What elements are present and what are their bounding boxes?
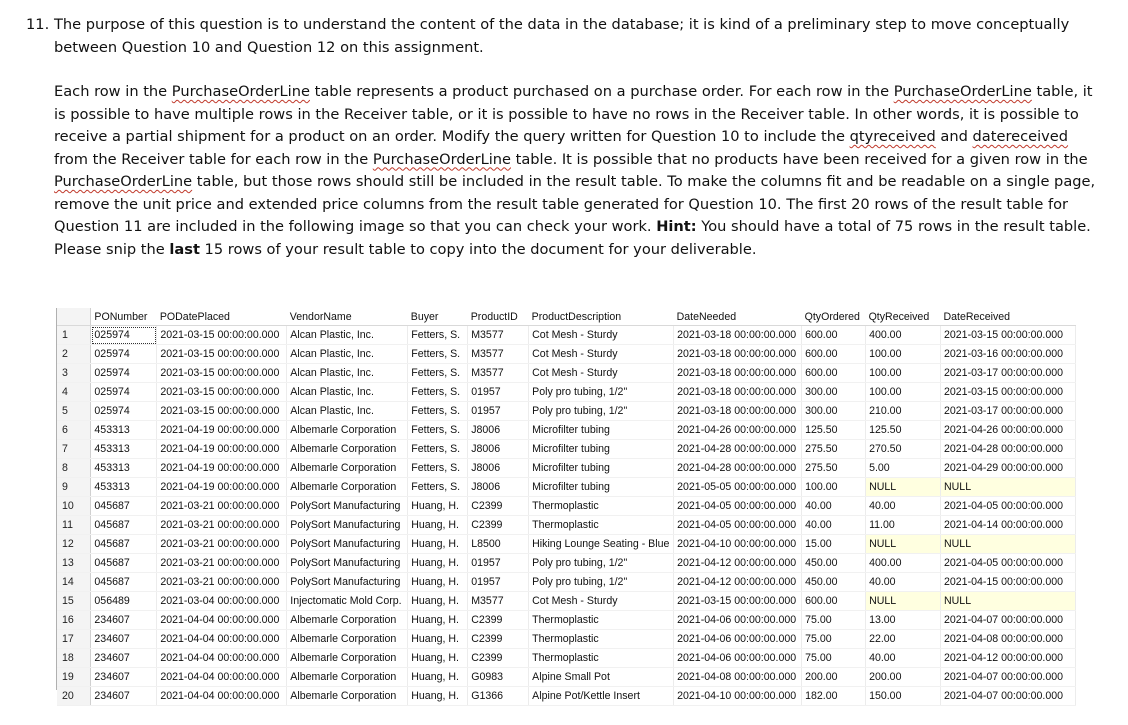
table-cell[interactable]: 150.00 — [866, 687, 941, 706]
table-cell[interactable]: Albemarle Corporation — [287, 459, 408, 478]
table-cell[interactable]: NULL — [866, 592, 941, 611]
column-name-datereceived: datereceived — [972, 128, 1069, 145]
table-row[interactable] — [57, 364, 1076, 383]
table-cell[interactable]: 100.00 — [866, 364, 941, 383]
table-cell[interactable]: 2021-04-15 00:00:00.000 — [941, 573, 1076, 592]
table-cell[interactable]: Microfilter tubing — [529, 440, 674, 459]
table-cell[interactable]: 2021-04-12 00:00:00.000 — [674, 554, 802, 573]
table-cell[interactable]: 2021-03-15 00:00:00.000 — [941, 383, 1076, 402]
grid-body — [57, 326, 1076, 706]
table-cell[interactable]: M3577 — [468, 364, 529, 383]
table-cell[interactable]: 045687 — [91, 516, 157, 535]
table-cell[interactable]: 11.00 — [866, 516, 941, 535]
table-cell[interactable]: 22.00 — [866, 630, 941, 649]
row-number[interactable]: 18 — [57, 649, 91, 668]
table-name-purchaseorderline: PurchaseOrderLine — [54, 173, 193, 190]
table-cell[interactable]: Thermoplastic — [529, 630, 674, 649]
table-cell[interactable]: Huang, H. — [408, 611, 468, 630]
table-cell[interactable]: Huang, H. — [408, 687, 468, 706]
table-cell[interactable]: C2399 — [468, 497, 529, 516]
table-cell[interactable]: Huang, H. — [408, 535, 468, 554]
table-name-purchaseorderline: PurchaseOrderLine — [893, 83, 1032, 100]
table-cell[interactable]: Huang, H. — [408, 554, 468, 573]
row-number[interactable]: 1 — [57, 326, 91, 345]
row-number[interactable]: 9 — [57, 478, 91, 497]
table-cell[interactable]: 2021-04-07 00:00:00.000 — [941, 687, 1076, 706]
row-number[interactable]: 10 — [57, 497, 91, 516]
row-number[interactable]: 3 — [57, 364, 91, 383]
table-cell[interactable]: PolySort Manufacturing — [287, 535, 408, 554]
table-row[interactable] — [57, 573, 1076, 592]
table-cell[interactable]: 2021-03-04 00:00:00.000 — [157, 592, 287, 611]
table-row[interactable] — [57, 668, 1076, 687]
table-cell[interactable]: Albemarle Corporation — [287, 687, 408, 706]
row-number[interactable]: 7 — [57, 440, 91, 459]
table-cell[interactable]: Huang, H. — [408, 592, 468, 611]
table-cell[interactable]: 13.00 — [866, 611, 941, 630]
table-cell[interactable]: 2021-05-05 00:00:00.000 — [674, 478, 802, 497]
column-header[interactable]: ProductDescription — [529, 308, 674, 326]
table-cell[interactable]: 453313 — [91, 459, 157, 478]
table-cell[interactable]: 2021-04-08 00:00:00.000 — [674, 668, 802, 687]
table-cell[interactable]: 2021-04-19 00:00:00.000 — [157, 421, 287, 440]
table-cell[interactable]: Poly pro tubing, 1/2" — [529, 402, 674, 421]
table-cell[interactable]: 025974 — [91, 345, 157, 364]
table-cell[interactable]: Fetters, S. — [408, 402, 468, 421]
question-header — [26, 14, 1106, 59]
column-header[interactable]: QtyOrdered — [802, 308, 866, 326]
table-cell[interactable]: 75.00 — [802, 611, 866, 630]
table-cell[interactable]: 40.00 — [802, 497, 866, 516]
column-header[interactable]: Buyer — [408, 308, 468, 326]
table-cell[interactable]: 2021-04-19 00:00:00.000 — [157, 440, 287, 459]
table-cell[interactable]: 75.00 — [802, 649, 866, 668]
table-row[interactable] — [57, 497, 1076, 516]
table-cell[interactable]: Injectomatic Mold Corp. — [287, 592, 408, 611]
table-cell[interactable]: Alcan Plastic, Inc. — [287, 326, 408, 345]
table-cell[interactable]: 600.00 — [802, 326, 866, 345]
row-number[interactable]: 2 — [57, 345, 91, 364]
table-cell[interactable]: Cot Mesh - Sturdy — [529, 592, 674, 611]
table-cell[interactable]: 2021-03-21 00:00:00.000 — [157, 554, 287, 573]
table-cell[interactable]: 2021-04-26 00:00:00.000 — [941, 421, 1076, 440]
table-cell[interactable]: NULL — [941, 535, 1076, 554]
table-cell[interactable]: 045687 — [91, 554, 157, 573]
table-cell[interactable]: J8006 — [468, 421, 529, 440]
table-cell[interactable]: 2021-04-04 00:00:00.000 — [157, 611, 287, 630]
table-cell[interactable]: 2021-03-15 00:00:00.000 — [674, 592, 802, 611]
column-header[interactable]: PONumber — [91, 308, 157, 326]
table-cell[interactable]: C2399 — [468, 516, 529, 535]
row-number[interactable]: 4 — [57, 383, 91, 402]
table-cell[interactable]: M3577 — [468, 326, 529, 345]
table-cell[interactable]: 182.00 — [802, 687, 866, 706]
table-cell[interactable]: 2021-03-15 00:00:00.000 — [157, 326, 287, 345]
table-cell[interactable]: Fetters, S. — [408, 440, 468, 459]
table-cell[interactable]: Fetters, S. — [408, 421, 468, 440]
table-cell[interactable]: 2021-04-19 00:00:00.000 — [157, 478, 287, 497]
table-cell[interactable]: Albemarle Corporation — [287, 421, 408, 440]
table-cell[interactable]: 100.00 — [802, 478, 866, 497]
table-cell[interactable]: 2021-03-16 00:00:00.000 — [941, 345, 1076, 364]
table-cell[interactable]: Cot Mesh - Sturdy — [529, 364, 674, 383]
table-row[interactable] — [57, 402, 1076, 421]
text-run: Each row in the — [54, 83, 172, 100]
table-cell[interactable]: 2021-03-18 00:00:00.000 — [674, 345, 802, 364]
table-cell[interactable]: 2021-04-05 00:00:00.000 — [941, 554, 1076, 573]
table-cell[interactable]: 600.00 — [802, 345, 866, 364]
table-cell[interactable]: Hiking Lounge Seating - Blue — [529, 535, 674, 554]
table-cell[interactable]: 210.00 — [866, 402, 941, 421]
table-cell[interactable]: Albemarle Corporation — [287, 649, 408, 668]
row-number[interactable]: 20 — [57, 687, 91, 706]
table-cell[interactable]: 200.00 — [802, 668, 866, 687]
table-row[interactable] — [57, 516, 1076, 535]
table-cell[interactable]: 234607 — [91, 611, 157, 630]
table-cell[interactable]: 40.00 — [866, 649, 941, 668]
row-number[interactable]: 12 — [57, 535, 91, 554]
table-cell[interactable]: Poly pro tubing, 1/2" — [529, 554, 674, 573]
text-run: table, but those rows should still be included in the result table. To make the columns fit and be readable on a single page, remove the unit price and extended price columns from the result table generated for Question 10. The first 20 rows of the result table for Question 11 are included in the following image so that you can check your work. — [54, 173, 1096, 235]
table-row[interactable] — [57, 535, 1076, 554]
table-cell[interactable]: 2021-04-07 00:00:00.000 — [941, 668, 1076, 687]
table-cell[interactable]: 2021-04-28 00:00:00.000 — [674, 440, 802, 459]
table-cell[interactable]: Fetters, S. — [408, 478, 468, 497]
table-cell[interactable]: 2021-04-26 00:00:00.000 — [674, 421, 802, 440]
table-cell[interactable]: 2021-04-06 00:00:00.000 — [674, 611, 802, 630]
table-cell[interactable]: 045687 — [91, 573, 157, 592]
table-name-purchaseorderline: PurchaseOrderLine — [171, 83, 310, 100]
table-cell[interactable]: 045687 — [91, 497, 157, 516]
table-cell[interactable]: 2021-03-15 00:00:00.000 — [157, 364, 287, 383]
table-cell[interactable]: 275.50 — [802, 459, 866, 478]
table-cell[interactable]: 025974 — [91, 326, 157, 345]
text-run: from the Receiver table for each row in the — [54, 150, 373, 168]
table-cell[interactable]: 400.00 — [866, 326, 941, 345]
table-cell[interactable]: 2021-03-17 00:00:00.000 — [941, 402, 1076, 421]
table-cell[interactable]: 2021-04-29 00:00:00.000 — [941, 459, 1076, 478]
text-run: You should have a total of 75 rows in the result table. Please snip the — [54, 218, 1091, 258]
table-cell[interactable]: 125.50 — [866, 421, 941, 440]
table-cell[interactable]: C2399 — [468, 611, 529, 630]
table-row[interactable] — [57, 687, 1076, 706]
table-cell[interactable]: Huang, H. — [408, 497, 468, 516]
table-cell[interactable]: Fetters, S. — [408, 326, 468, 345]
table-cell[interactable]: 01957 — [468, 383, 529, 402]
table-cell[interactable]: Thermoplastic — [529, 497, 674, 516]
table-cell[interactable]: 2021-03-15 00:00:00.000 — [157, 402, 287, 421]
table-cell[interactable]: 2021-04-28 00:00:00.000 — [674, 459, 802, 478]
table-row[interactable] — [57, 630, 1076, 649]
column-header[interactable]: ProductID — [468, 308, 529, 326]
table-cell[interactable]: Alcan Plastic, Inc. — [287, 383, 408, 402]
table-cell[interactable]: Huang, H. — [408, 630, 468, 649]
table-cell[interactable]: NULL — [866, 535, 941, 554]
table-cell[interactable]: 2021-04-06 00:00:00.000 — [674, 649, 802, 668]
table-cell[interactable]: Cot Mesh - Sturdy — [529, 345, 674, 364]
table-cell[interactable]: Fetters, S. — [408, 345, 468, 364]
table-row[interactable] — [57, 421, 1076, 440]
row-number[interactable]: 5 — [57, 402, 91, 421]
table-cell[interactable]: 2021-04-19 00:00:00.000 — [157, 459, 287, 478]
text-run: 15 rows of your result table to copy into the document for your deliverable. — [199, 240, 757, 258]
table-cell[interactable]: 01957 — [468, 573, 529, 592]
table-cell[interactable]: C2399 — [468, 630, 529, 649]
table-cell[interactable]: Thermoplastic — [529, 649, 674, 668]
row-number[interactable]: 6 — [57, 421, 91, 440]
table-cell[interactable]: 100.00 — [866, 345, 941, 364]
results-table — [57, 308, 1076, 706]
table-cell[interactable]: 2021-04-06 00:00:00.000 — [674, 630, 802, 649]
table-cell[interactable]: 056489 — [91, 592, 157, 611]
table-cell[interactable]: NULL — [941, 592, 1076, 611]
results-grid — [56, 308, 1076, 702]
question-number: 11. — [26, 16, 50, 33]
table-cell[interactable]: 01957 — [468, 554, 529, 573]
table-row[interactable] — [57, 478, 1076, 497]
column-header[interactable]: DateReceived — [941, 308, 1076, 326]
table-cell[interactable]: PolySort Manufacturing — [287, 516, 408, 535]
table-cell[interactable]: C2399 — [468, 649, 529, 668]
text-run: table, it is possible to have multiple rows in the Receiver table, or it is possible to have no rows in the Receiver table. In other words, it is possible to receive a partial shipment for a product on an order. Modify the query written for Question 10 to include the — [54, 83, 1093, 145]
table-cell[interactable]: 234607 — [91, 687, 157, 706]
row-number[interactable]: 8 — [57, 459, 91, 478]
table-cell[interactable]: 5.00 — [866, 459, 941, 478]
table-cell[interactable]: M3577 — [468, 345, 529, 364]
table-cell[interactable]: 2021-04-05 00:00:00.000 — [674, 516, 802, 535]
text-run: and — [935, 128, 973, 145]
column-header[interactable]: PODatePlaced — [157, 308, 287, 326]
table-cell[interactable]: Huang, H. — [408, 573, 468, 592]
table-cell[interactable]: 2021-04-05 00:00:00.000 — [941, 497, 1076, 516]
table-cell[interactable]: 270.50 — [866, 440, 941, 459]
table-cell[interactable]: G1366 — [468, 687, 529, 706]
table-cell[interactable]: 450.00 — [802, 554, 866, 573]
row-number[interactable]: 19 — [57, 668, 91, 687]
table-cell[interactable]: 40.00 — [866, 573, 941, 592]
table-row[interactable] — [57, 554, 1076, 573]
table-cell[interactable]: Alcan Plastic, Inc. — [287, 345, 408, 364]
table-cell[interactable]: 2021-03-21 00:00:00.000 — [157, 573, 287, 592]
table-cell[interactable]: Microfilter tubing — [529, 421, 674, 440]
column-header[interactable]: VendorName — [287, 308, 408, 326]
table-cell[interactable]: 2021-04-12 00:00:00.000 — [674, 573, 802, 592]
table-cell[interactable]: 2021-04-04 00:00:00.000 — [157, 687, 287, 706]
table-name-purchaseorderline: PurchaseOrderLine — [372, 150, 511, 168]
table-cell[interactable]: L8500 — [468, 535, 529, 554]
table-row[interactable] — [57, 611, 1076, 630]
table-cell[interactable]: 600.00 — [802, 592, 866, 611]
table-cell[interactable]: J8006 — [468, 478, 529, 497]
table-cell[interactable]: Huang, H. — [408, 668, 468, 687]
table-cell[interactable]: 300.00 — [802, 383, 866, 402]
column-header[interactable]: QtyReceived — [866, 308, 941, 326]
question-11 — [26, 14, 1106, 261]
text-run: table. It is possible that no products have been received for a given row in the — [510, 150, 1088, 168]
table-cell[interactable]: 2021-04-07 00:00:00.000 — [941, 611, 1076, 630]
text-run: table represents a product purchased on a purchase order. For each row in the — [309, 83, 894, 100]
grid-header-row — [57, 308, 1076, 326]
table-cell[interactable]: J8006 — [468, 459, 529, 478]
table-cell[interactable]: 2021-04-28 00:00:00.000 — [941, 440, 1076, 459]
table-cell[interactable]: PolySort Manufacturing — [287, 573, 408, 592]
table-cell[interactable]: 2021-04-12 00:00:00.000 — [941, 649, 1076, 668]
table-cell[interactable]: 025974 — [91, 402, 157, 421]
table-cell[interactable]: PolySort Manufacturing — [287, 497, 408, 516]
table-cell[interactable]: 025974 — [91, 383, 157, 402]
table-cell[interactable]: PolySort Manufacturing — [287, 554, 408, 573]
table-cell[interactable]: 2021-03-18 00:00:00.000 — [674, 364, 802, 383]
table-cell[interactable]: Microfilter tubing — [529, 478, 674, 497]
table-cell[interactable]: 2021-04-14 00:00:00.000 — [941, 516, 1076, 535]
table-cell[interactable]: 275.50 — [802, 440, 866, 459]
table-cell[interactable]: Thermoplastic — [529, 516, 674, 535]
table-cell[interactable]: 450.00 — [802, 573, 866, 592]
table-cell[interactable]: Alcan Plastic, Inc. — [287, 402, 408, 421]
table-cell[interactable]: Fetters, S. — [408, 383, 468, 402]
table-cell[interactable]: 234607 — [91, 668, 157, 687]
table-cell[interactable]: G0983 — [468, 668, 529, 687]
row-number[interactable]: 17 — [57, 630, 91, 649]
table-cell[interactable]: Thermoplastic — [529, 611, 674, 630]
table-cell[interactable]: NULL — [866, 478, 941, 497]
table-cell[interactable]: 025974 — [91, 364, 157, 383]
table-cell[interactable]: 2021-03-15 00:00:00.000 — [941, 326, 1076, 345]
table-cell[interactable]: Alpine Pot/Kettle Insert — [529, 687, 674, 706]
table-cell[interactable]: 2021-03-21 00:00:00.000 — [157, 497, 287, 516]
table-cell[interactable]: 300.00 — [802, 402, 866, 421]
question-instructions — [54, 81, 1106, 261]
row-number[interactable]: 16 — [57, 611, 91, 630]
table-cell[interactable]: 045687 — [91, 535, 157, 554]
table-cell[interactable]: M3577 — [468, 592, 529, 611]
table-cell[interactable]: 125.50 — [802, 421, 866, 440]
column-header[interactable]: DateNeeded — [674, 308, 802, 326]
table-cell[interactable]: 01957 — [468, 402, 529, 421]
table-cell[interactable]: 2021-04-08 00:00:00.000 — [941, 630, 1076, 649]
table-cell[interactable]: Albemarle Corporation — [287, 668, 408, 687]
table-cell[interactable]: Fetters, S. — [408, 364, 468, 383]
table-cell[interactable]: 453313 — [91, 478, 157, 497]
table-cell[interactable]: 100.00 — [866, 383, 941, 402]
table-row[interactable] — [57, 326, 1076, 345]
table-row[interactable] — [57, 345, 1076, 364]
table-row[interactable] — [57, 459, 1076, 478]
table-cell[interactable]: 2021-04-10 00:00:00.000 — [674, 535, 802, 554]
question-intro: The purpose of this question is to understand the content of the data in the database; it is kind of a preliminary step to move conceptually between Question 10 and Question 12 on this assignment. — [54, 16, 1070, 56]
emphasis-last: last — [169, 240, 200, 258]
row-number[interactable]: 13 — [57, 554, 91, 573]
table-cell[interactable]: Albemarle Corporation — [287, 630, 408, 649]
table-cell[interactable]: 2021-03-18 00:00:00.000 — [674, 402, 802, 421]
table-cell[interactable]: 2021-03-15 00:00:00.000 — [157, 345, 287, 364]
table-cell[interactable]: 2021-04-05 00:00:00.000 — [674, 497, 802, 516]
table-cell[interactable]: 2021-03-21 00:00:00.000 — [157, 516, 287, 535]
table-cell[interactable]: Microfilter tubing — [529, 459, 674, 478]
table-cell[interactable]: Fetters, S. — [408, 459, 468, 478]
row-number-header — [57, 308, 91, 326]
table-cell[interactable]: 600.00 — [802, 364, 866, 383]
table-cell[interactable]: NULL — [941, 478, 1076, 497]
table-cell[interactable]: Albemarle Corporation — [287, 440, 408, 459]
table-row[interactable] — [57, 649, 1076, 668]
hint-label: Hint: — [656, 218, 697, 235]
column-name-qtyreceived: qtyreceived — [849, 128, 936, 145]
table-cell[interactable]: 400.00 — [866, 554, 941, 573]
table-cell[interactable]: Cot Mesh - Sturdy — [529, 326, 674, 345]
table-cell[interactable]: Alcan Plastic, Inc. — [287, 364, 408, 383]
table-cell[interactable]: 2021-03-18 00:00:00.000 — [674, 326, 802, 345]
table-cell[interactable]: 453313 — [91, 440, 157, 459]
table-cell[interactable]: Albemarle Corporation — [287, 611, 408, 630]
table-cell[interactable]: Albemarle Corporation — [287, 478, 408, 497]
table-cell[interactable]: 2021-04-04 00:00:00.000 — [157, 668, 287, 687]
table-cell[interactable]: 2021-04-10 00:00:00.000 — [674, 687, 802, 706]
table-row[interactable] — [57, 440, 1076, 459]
table-cell[interactable]: 2021-03-17 00:00:00.000 — [941, 364, 1076, 383]
table-cell[interactable]: 2021-04-04 00:00:00.000 — [157, 649, 287, 668]
table-cell[interactable]: 453313 — [91, 421, 157, 440]
row-number[interactable]: 11 — [57, 516, 91, 535]
table-cell[interactable]: 2021-03-21 00:00:00.000 — [157, 535, 287, 554]
table-cell[interactable]: J8006 — [468, 440, 529, 459]
table-cell[interactable]: Poly pro tubing, 1/2" — [529, 573, 674, 592]
table-row[interactable] — [57, 383, 1076, 402]
table-cell[interactable]: Poly pro tubing, 1/2" — [529, 383, 674, 402]
table-cell[interactable]: 40.00 — [866, 497, 941, 516]
table-cell[interactable]: 2021-04-04 00:00:00.000 — [157, 630, 287, 649]
table-cell[interactable]: 234607 — [91, 630, 157, 649]
table-cell[interactable]: 40.00 — [802, 516, 866, 535]
table-cell[interactable]: Huang, H. — [408, 649, 468, 668]
table-cell[interactable]: 234607 — [91, 649, 157, 668]
table-cell[interactable]: Huang, H. — [408, 516, 468, 535]
table-row[interactable] — [57, 592, 1076, 611]
table-cell[interactable]: 200.00 — [866, 668, 941, 687]
table-cell[interactable]: Alpine Small Pot — [529, 668, 674, 687]
table-cell[interactable]: 15.00 — [802, 535, 866, 554]
table-cell[interactable]: 2021-03-18 00:00:00.000 — [674, 383, 802, 402]
row-number[interactable]: 14 — [57, 573, 91, 592]
table-cell[interactable]: 2021-03-15 00:00:00.000 — [157, 383, 287, 402]
row-number[interactable]: 15 — [57, 592, 91, 611]
table-cell[interactable]: 75.00 — [802, 630, 866, 649]
